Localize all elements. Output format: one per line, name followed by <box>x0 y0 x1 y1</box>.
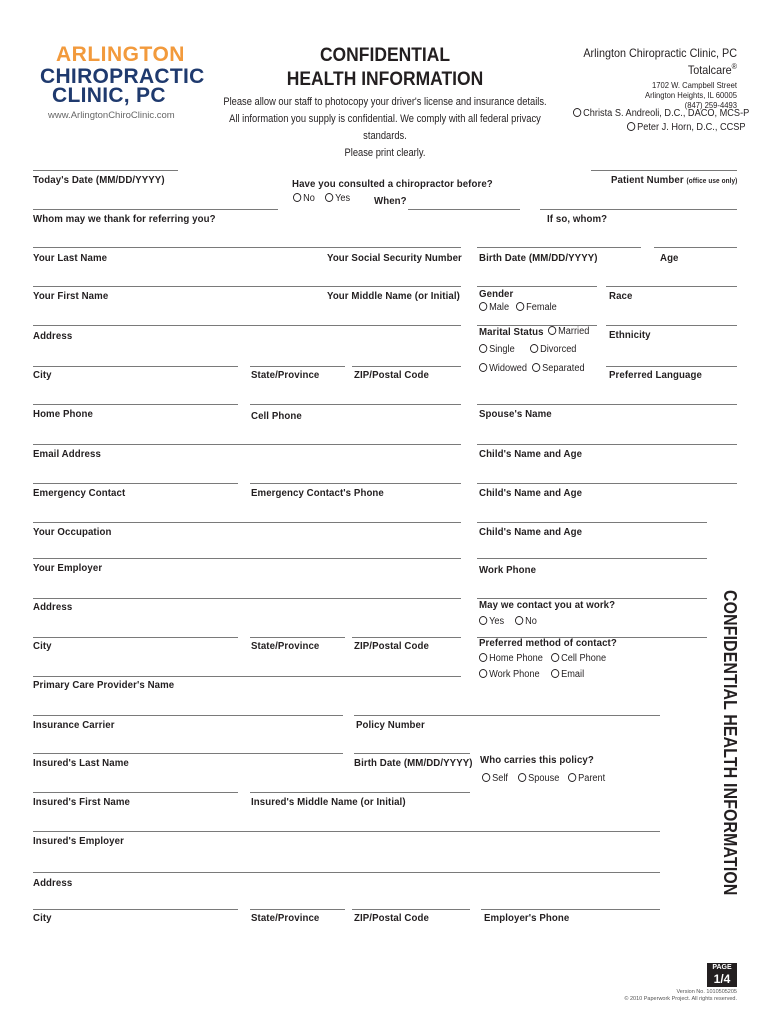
insured-employer-line[interactable] <box>33 831 660 832</box>
child1-line[interactable] <box>477 444 737 445</box>
referring-line-a[interactable] <box>33 209 278 210</box>
carrier-label: Insurance Carrier <box>33 719 115 731</box>
age-line[interactable] <box>654 247 737 248</box>
radio-circle-icon[interactable] <box>515 616 523 625</box>
radio-circle-icon[interactable] <box>530 344 538 353</box>
page-box <box>707 963 737 987</box>
clinic-name: Arlington Chiropractic Clinic, PC <box>583 46 737 60</box>
address-label: Address <box>33 330 73 342</box>
city-line[interactable] <box>33 366 238 367</box>
race-label: Race <box>609 290 633 302</box>
child3-line[interactable] <box>477 522 707 523</box>
clinic-address <box>500 46 737 110</box>
page-number: 1/4 <box>713 972 731 986</box>
employer-address-label: Address <box>33 601 73 613</box>
insured-middle-line[interactable] <box>250 792 470 793</box>
insured-birth-label: Birth Date (MM/DD/YYYY) <box>354 757 473 769</box>
clinic-city: Arlington Heights, IL 60005 <box>644 90 737 100</box>
state-line[interactable] <box>250 366 345 367</box>
emergency-line[interactable] <box>33 483 238 484</box>
copyright: © 2010 Paperwork Project. All rights reserved. <box>624 996 737 1002</box>
birth-date-label: Birth Date (MM/DD/YYYY) <box>479 252 598 264</box>
employer-state-label: State/Province <box>251 640 320 652</box>
occupation-line[interactable] <box>33 522 461 523</box>
if-so-label: If so, whom? <box>547 213 608 225</box>
radio-circle-icon[interactable] <box>482 773 490 782</box>
may-contact-no-option[interactable]: No <box>515 616 537 627</box>
gender-male-option[interactable]: Male <box>479 302 509 313</box>
radio-circle-icon[interactable] <box>627 122 635 131</box>
logo-url: www.ArlingtonChiroClinic.com <box>48 110 175 121</box>
marital-divorced-option[interactable]: Divorced <box>530 344 576 355</box>
radio-circle-icon[interactable] <box>479 616 487 625</box>
state-label: State/Province <box>251 369 320 381</box>
notice-line1: Please allow our staff to photocopy your driver's license and insurance details. <box>223 96 547 108</box>
when-label: When? <box>374 195 407 207</box>
preferred-contact-label: Preferred method of contact? <box>479 637 617 649</box>
may-contact-label: May we contact you at work? <box>479 599 616 611</box>
carries-parent-option[interactable]: Parent <box>568 773 605 784</box>
who-carries-label: Who carries this policy? <box>480 754 594 766</box>
marital-single-option[interactable]: Single <box>479 344 515 355</box>
emergency-label: Emergency Contact <box>33 487 126 499</box>
radio-circle-icon[interactable] <box>479 363 487 372</box>
child2-line[interactable] <box>477 483 737 484</box>
gender-line[interactable] <box>477 286 597 287</box>
insured-employer-label: Insured's Employer <box>33 835 124 847</box>
home-phone-label: Home Phone <box>33 408 93 420</box>
referring-label: Whom may we thank for referring you? <box>33 213 216 225</box>
employer-state-line[interactable] <box>250 637 345 638</box>
spouse-line[interactable] <box>477 404 737 405</box>
pref-home-phone-option[interactable]: Home Phone <box>479 653 543 664</box>
last-name-line[interactable] <box>33 247 461 248</box>
radio-circle-icon[interactable] <box>325 193 333 202</box>
insured-zip-label: ZIP/Postal Code <box>354 912 429 924</box>
employer-phone-line[interactable] <box>481 909 660 910</box>
insured-last-line[interactable] <box>33 753 343 754</box>
ethnicity-label: Ethnicity <box>609 329 651 341</box>
version-number: Version No. 1010505205 <box>676 989 737 995</box>
radio-circle-icon[interactable] <box>532 363 540 372</box>
radio-circle-icon[interactable] <box>479 344 487 353</box>
cell-phone-label: Cell Phone <box>251 410 302 422</box>
race-line[interactable] <box>606 286 737 287</box>
radio-circle-icon[interactable] <box>551 653 559 662</box>
pcp-label: Primary Care Provider's Name <box>33 679 175 691</box>
child3-label: Child's Name and Age <box>479 526 583 538</box>
policy-label: Policy Number <box>356 719 425 731</box>
notice-line2: All information you supply is confidential. We comply with all federal privacy standards. <box>229 113 541 142</box>
form-title <box>235 44 535 92</box>
radio-circle-icon[interactable] <box>568 773 576 782</box>
radio-circle-icon[interactable] <box>551 669 559 678</box>
employer-address-line[interactable] <box>33 598 461 599</box>
email-line[interactable] <box>33 444 461 445</box>
logo-line3: CLINIC, PC <box>52 84 166 107</box>
work-phone-label: Work Phone <box>479 564 537 576</box>
when-line[interactable] <box>408 209 520 210</box>
employer-line[interactable] <box>33 558 461 559</box>
insured-address-label: Address <box>33 877 73 889</box>
emergency-phone-line[interactable] <box>250 483 461 484</box>
language-line[interactable] <box>606 366 737 367</box>
home-phone-line[interactable] <box>33 404 238 405</box>
address-line[interactable] <box>33 325 461 326</box>
ethnicity-line[interactable] <box>606 325 737 326</box>
insured-birth-line[interactable] <box>354 753 470 754</box>
pcp-line[interactable] <box>33 676 461 677</box>
clinic-phone: (847) 259-4493 <box>684 100 737 110</box>
ssn-label: Your Social Security Number <box>327 252 462 264</box>
radio-circle-icon[interactable] <box>479 653 487 662</box>
carries-spouse-option[interactable]: Spouse <box>518 773 559 784</box>
marital-label: Marital Status <box>479 326 544 338</box>
marital-married-option[interactable]: Married <box>548 326 589 337</box>
clinic-brand: Totalcare® <box>687 62 737 77</box>
email-label: Email Address <box>33 448 101 460</box>
radio-circle-icon[interactable] <box>516 302 524 311</box>
side-banner <box>716 590 740 950</box>
todays-date-line[interactable] <box>33 170 178 171</box>
pref-work-phone-option[interactable]: Work Phone <box>479 669 540 680</box>
logo-line2: CHIROPRACTIC <box>40 65 205 88</box>
zip-line[interactable] <box>352 366 461 367</box>
radio-circle-icon[interactable] <box>573 108 581 117</box>
gender-label: Gender <box>479 288 514 300</box>
insured-state-line[interactable] <box>250 909 345 910</box>
patient-number-line[interactable] <box>591 170 737 171</box>
logo-line1: ARLINGTON <box>56 43 185 66</box>
employer-city-label: City <box>33 640 52 652</box>
marital-separated-option[interactable]: Separated <box>532 363 585 374</box>
spouse-label: Spouse's Name <box>479 408 552 420</box>
clinic-street: 1702 W. Campbell Street <box>651 80 737 90</box>
radio-circle-icon[interactable] <box>518 773 526 782</box>
insured-address-line[interactable] <box>33 872 660 873</box>
radio-circle-icon[interactable] <box>479 302 487 311</box>
radio-circle-icon[interactable] <box>479 669 487 678</box>
insured-city-label: City <box>33 912 52 924</box>
emergency-phone-label: Emergency Contact's Phone <box>251 487 384 499</box>
language-label: Preferred Language <box>609 369 702 381</box>
insured-state-label: State/Province <box>251 912 320 924</box>
employer-label: Your Employer <box>33 562 103 574</box>
gender-female-option[interactable]: Female <box>516 302 557 313</box>
first-name-line[interactable] <box>33 286 461 287</box>
title-line2: HEALTH INFORMATION <box>286 69 484 90</box>
cell-phone-line[interactable] <box>250 404 461 405</box>
pref-email-option[interactable]: Email <box>551 669 584 680</box>
consulted-label: Have you consulted a chiropractor before? <box>292 178 493 190</box>
birth-date-line[interactable] <box>477 247 641 248</box>
radio-circle-icon[interactable] <box>548 326 556 335</box>
version-text <box>560 989 737 1003</box>
zip-label: ZIP/Postal Code <box>354 369 429 381</box>
policy-line[interactable] <box>354 715 660 716</box>
employer-zip-label: ZIP/Postal Code <box>354 640 429 652</box>
consulted-yes-option[interactable]: Yes <box>325 193 350 204</box>
employer-phone-label: Employer's Phone <box>484 912 570 924</box>
consulted-no-option[interactable]: No <box>293 193 315 204</box>
employer-zip-line[interactable] <box>352 637 461 638</box>
city-label: City <box>33 369 52 381</box>
insured-city-line[interactable] <box>33 909 238 910</box>
child2-label: Child's Name and Age <box>479 487 583 499</box>
patient-number-label: Patient Number (office use only) <box>611 174 738 186</box>
may-contact-yes-option[interactable]: Yes <box>479 616 504 627</box>
marital-widowed-option[interactable]: Widowed <box>479 363 527 374</box>
clinic-logo <box>40 43 205 121</box>
child1-label: Child's Name and Age <box>479 448 583 460</box>
title-line1: CONFIDENTIAL <box>319 45 451 66</box>
insured-last-label: Insured's Last Name <box>33 757 129 769</box>
carries-self-option[interactable]: Self <box>482 773 508 784</box>
todays-date-label: Today's Date (MM/DD/YYYY) <box>33 174 165 186</box>
referring-line-b[interactable] <box>540 209 737 210</box>
middle-name-label: Your Middle Name (or Initial) <box>327 290 460 302</box>
insured-first-line[interactable] <box>33 792 238 793</box>
work-phone-line[interactable] <box>477 558 707 559</box>
occupation-label: Your Occupation <box>33 526 112 538</box>
pref-cell-phone-option[interactable]: Cell Phone <box>551 653 606 664</box>
last-name-label: Your Last Name <box>33 252 108 264</box>
insured-middle-label: Insured's Middle Name (or Initial) <box>251 796 406 808</box>
insured-zip-line[interactable] <box>352 909 470 910</box>
page-word: PAGE <box>712 964 732 971</box>
radio-circle-icon[interactable] <box>293 193 301 202</box>
notice-line3: Please print clearly. <box>344 147 426 159</box>
doctor2-option[interactable]: Peter J. Horn, D.C., CCSP <box>627 122 746 133</box>
side-banner-text: CONFIDENTIAL HEALTH INFORMATION <box>720 590 740 896</box>
age-label: Age <box>660 252 679 264</box>
first-name-label: Your First Name <box>33 290 109 302</box>
carrier-line[interactable] <box>33 715 343 716</box>
doctor1-option[interactable]: Christa S. Andreoli, D.C., DACO, MCS-P <box>573 108 749 119</box>
employer-city-line[interactable] <box>33 637 238 638</box>
insured-first-label: Insured's First Name <box>33 796 131 808</box>
